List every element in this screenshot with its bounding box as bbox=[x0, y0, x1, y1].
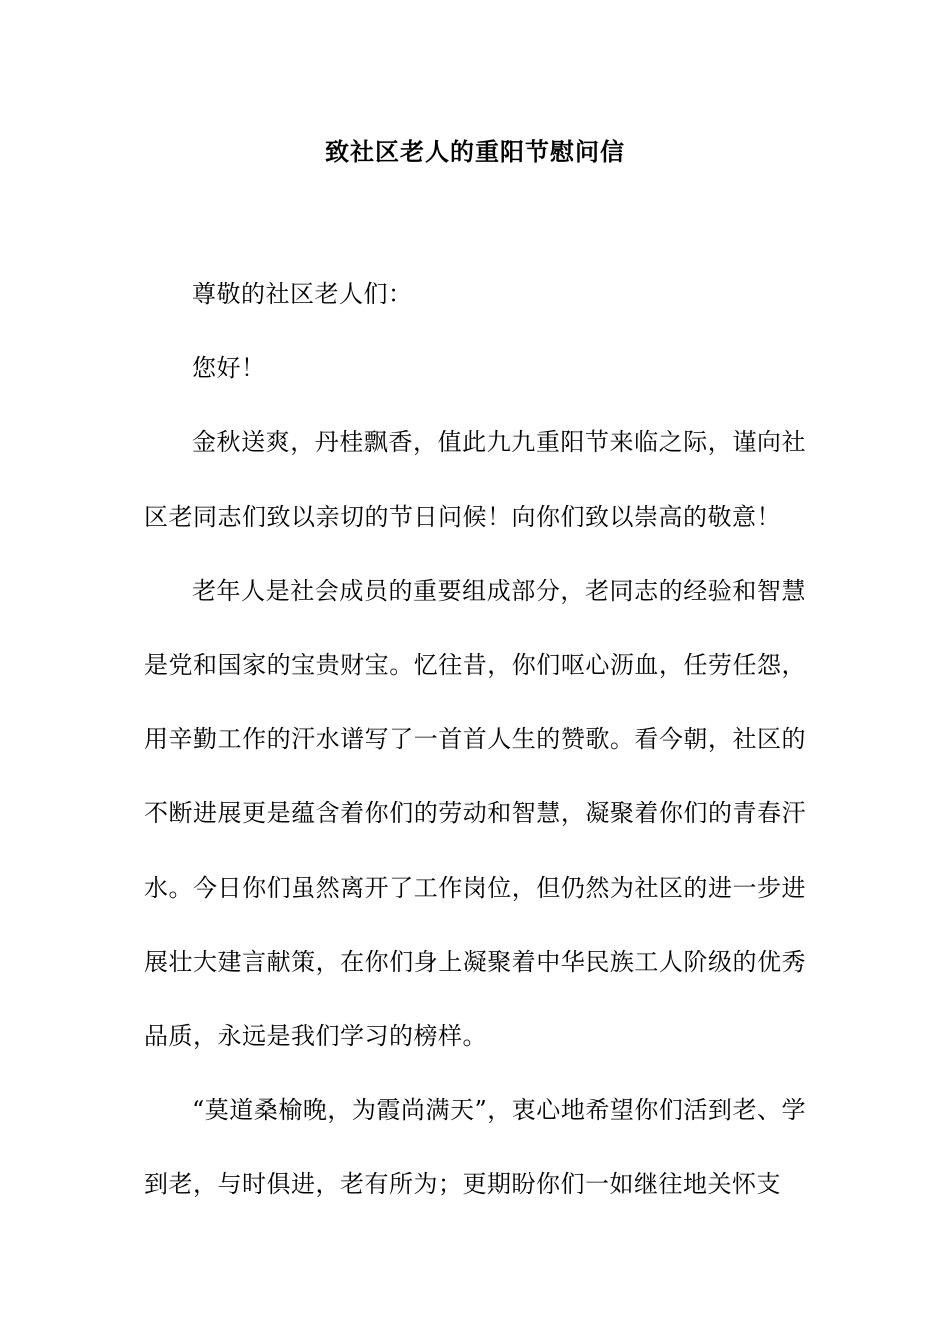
paragraph-1: 金秋送爽，丹桂飘香，值此九九重阳节来临之际，谨向社区老同志们致以亲切的节日问候！向你们致以崇高的敬意！ bbox=[144, 428, 806, 531]
letter-title: 致社区老人的重阳节慰问信 bbox=[325, 137, 625, 166]
paragraph-3: “莫道桑榆晚，为霞尚满天”，衷心地希望你们活到老、学到老，与时俱进，老有所为；更期盼你们一如继往地关怀支 bbox=[144, 1096, 806, 1199]
salutation: 尊敬的社区老人们： bbox=[192, 280, 413, 308]
paragraph-2: 老年人是社会成员的重要组成部分，老同志的经验和智慧是党和国家的宝贵财宝。忆往昔，你们呕心沥血，任劳任怨，用辛勤工作的汗水谱写了一首首人生的赞歌。看今朝，社区的不断进展更是蕴含着你们的劳动和智慧，凝聚着你们的青春汗水。今日你们虽然离开了工作岗位，但仍然为社区的进一步进展壮大建言献策，在你们身上凝聚着中华民族工人阶级的优秀品质，永远是我们学习的榜样。 bbox=[144, 576, 806, 1051]
letter-body bbox=[144, 257, 806, 1222]
greeting: 您好！ bbox=[192, 354, 266, 383]
